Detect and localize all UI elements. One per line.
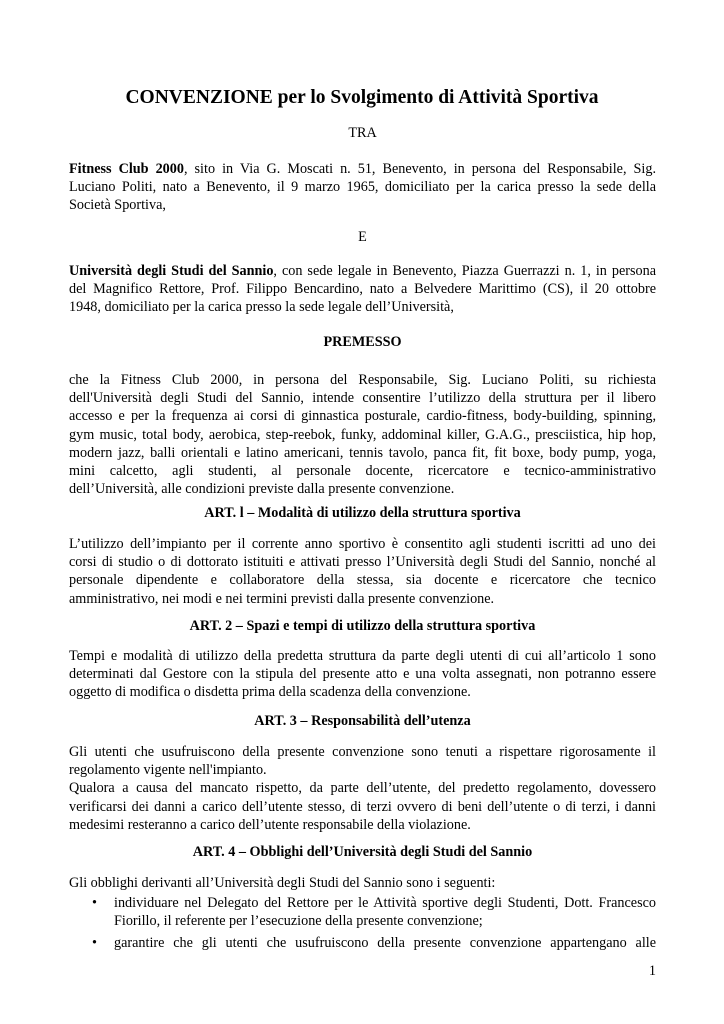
- e-label: E: [358, 229, 367, 245]
- art3-line: Qualora a causa del mancato rispetto, da parte dell’utente, del predetto regolamento, dovessero: [69, 780, 656, 797]
- art4-intro-line: Gli obblighi derivanti all’Università degli Studi del Sannio sono i seguenti:: [69, 875, 496, 891]
- art2-heading: ART. 2 – Spazi e tempi di utilizzo della struttura sportiva: [189, 618, 536, 634]
- party2-line: del Magnifico Rettore, Prof. Filippo Bencardino, nato a Belvedere Marittimo (CS), il 20 ottobre: [69, 281, 656, 298]
- art3-paragraph: [69, 743, 656, 834]
- premesso-line: mini calcetto, agli studenti, al personale docente, ricercatore e tecnico-amministrativo: [69, 463, 656, 480]
- bullet-line: individuare nel Delegato del Rettore per le Attività sportive degli Studenti, Dott. Francesco: [114, 895, 656, 911]
- bullet-line: Fiorillo, il referente per l’esecuzione della presente convenzione;: [114, 913, 483, 930]
- party1-line: Fitness Club 2000, sito in Via G. Moscati n. 51, Benevento, in persona del Responsabile, Sig.: [69, 161, 657, 177]
- party1-name: Fitness Club 2000: [69, 161, 184, 177]
- art1-line: L’utilizzo dell’impianto per il corrente anno sportivo è consentito agli studenti iscritti ad uno dei: [69, 536, 656, 552]
- art2-line: determinati dal Gestore con la stipula del presente atto e una volta assegnati, non potranno essere: [69, 666, 656, 683]
- party2-name: Università degli Studi del Sannio: [69, 263, 274, 279]
- art3-heading: ART. 3 – Responsabilità dell’utenza: [254, 713, 471, 729]
- bullet-icon: •: [92, 895, 97, 911]
- party1-line: Luciano Politi, nato a Benevento, il 9 marzo 1965, domiciliato per la carica presso la sede della: [69, 179, 656, 196]
- art4-heading: ART. 4 – Obblighi dell’Università degli Studi del Sannio: [192, 844, 533, 860]
- premesso-line: dell’Università, alle condizioni previste dalla presente convenzione.: [69, 481, 455, 498]
- art1-line: personale dipendente e collaboratore della stessa, sia docente e ricercatore che tecnico: [69, 572, 656, 589]
- art2-line: Tempi e modalità di utilizzo della predetta struttura da parte degli utenti di cui all’articolo 1 sono: [69, 648, 656, 664]
- premesso-line: accesso e per la frequenza ai corsi di ginnastica posturale, cardio-fitness, body-building, spinning,: [69, 408, 656, 425]
- art3-line: verificarsi dei danni a carico dell’utente stesso, di terzi ovvero di beni dell’utente o di terzi, i danni: [69, 798, 656, 815]
- premesso-line: gym music, total body, aerobica, step-reebok, funky, addominal killer, G.A.G., presciistica, hip hop,: [69, 426, 656, 443]
- page-number: 1: [648, 963, 656, 979]
- premesso-heading: PREMESSO: [323, 334, 402, 350]
- bullet-line: garantire che gli utenti che usufruiscono della presente convenzione appartengano alle: [114, 935, 656, 951]
- party2-paragraph: [69, 262, 656, 317]
- art2-line: oggetto di modifica o disdetta prima della scadenza della convenzione.: [69, 684, 471, 701]
- party1-line: Società Sportiva,: [69, 197, 166, 214]
- party2-line: 1948, domiciliato per la carica presso la sede legale dell’Università,: [69, 299, 454, 316]
- art2-paragraph: [69, 647, 656, 702]
- premesso-line: dell'Università degli Studi del Sannio, intende consentire l’utilizzo della struttura per il libero: [69, 390, 656, 407]
- art3-line: Gli utenti che usufruiscono della presente convenzione sono tenuti a rispettare rigorosamente il: [69, 744, 656, 760]
- premesso-line: che la Fitness Club 2000, in persona del Responsabile, Sig. Luciano Politi, su richiesta: [69, 372, 656, 388]
- premesso-line: modern jazz, balli orientali e latino americani, tennis tavolo, panca fit, fit boxe, body pump, yoga,: [69, 444, 656, 461]
- art4-bullet-item: [114, 934, 656, 952]
- party2-line: Università degli Studi del Sannio, con sede legale in Benevento, Piazza Guerrazzi n. 1, in persona: [69, 263, 656, 279]
- premesso-paragraph: [69, 371, 656, 498]
- art1-paragraph: [69, 535, 656, 608]
- art1-heading: ART. l – Modalità di utilizzo della struttura sportiva: [204, 505, 521, 521]
- tra-label: TRA: [348, 125, 377, 141]
- art1-line: corsi di studio o di dottorato istituiti e attivati presso l’Università degli Studi del Sannio, nonché al: [69, 554, 656, 571]
- bullet-icon: •: [92, 935, 97, 951]
- document-title: CONVENZIONE per lo Svolgimento di Attività Sportiva: [125, 87, 599, 108]
- party1-paragraph: [69, 160, 656, 215]
- art1-line: amministrativo, nei modi e nei termini previsti dalla presente convenzione.: [69, 590, 495, 607]
- art3-line: medesimi resteranno a carico dell’utente responsabile della violazione.: [69, 816, 471, 833]
- art4-intro: [69, 874, 656, 892]
- art3-line: regolamento vigente nell'impianto.: [69, 762, 267, 779]
- art4-bullet-item: [114, 894, 656, 930]
